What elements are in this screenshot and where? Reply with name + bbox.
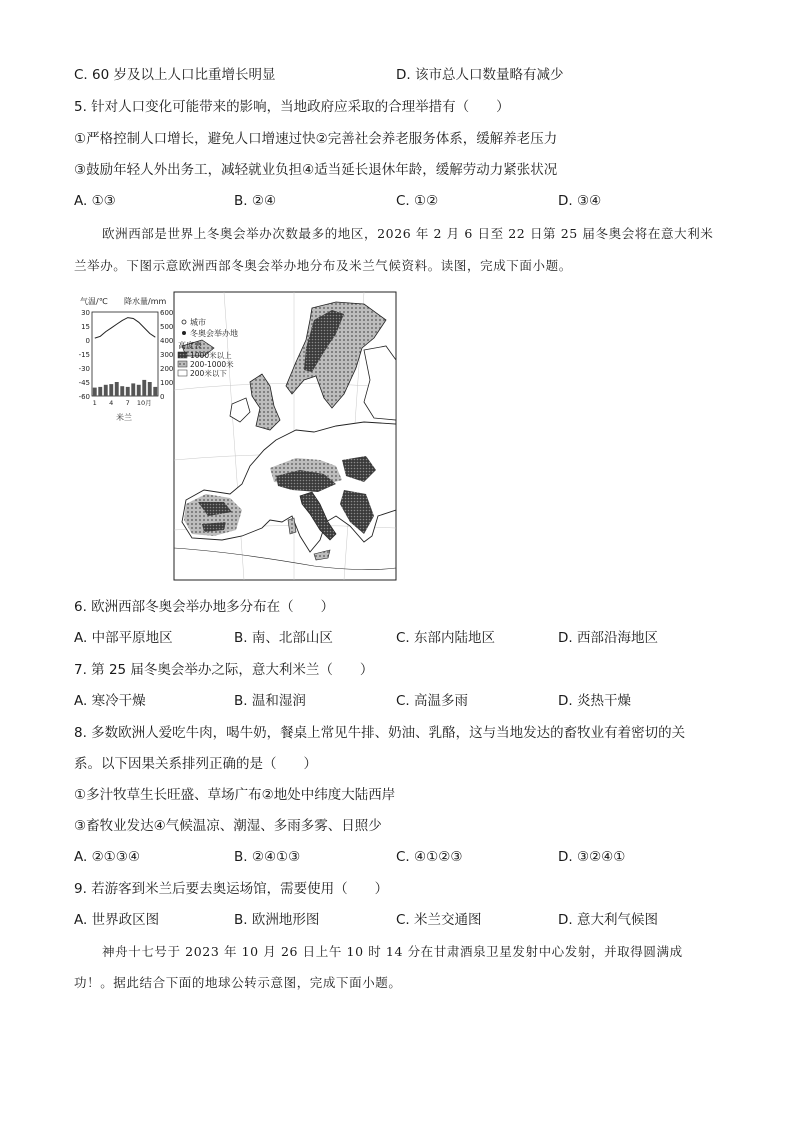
precip-bar <box>148 382 152 396</box>
precip-bar <box>120 386 124 396</box>
q6-option-b: B. 南、北部山区 <box>234 630 333 646</box>
q5-statement-line2: ③鼓励年轻人外出务工，减轻就业负担④适当延长退休年龄，缓解劳动力紧张状况 <box>74 162 558 178</box>
climate-city-label: 米兰 <box>116 413 132 422</box>
legend-mid-swatch <box>178 361 187 367</box>
q5-option-c: C. ①② <box>396 193 439 209</box>
legend-low: 200米以下 <box>190 369 227 378</box>
temp-tick-label: -30 <box>78 365 90 373</box>
q9-option-d: D. 意大利气候图 <box>558 912 658 928</box>
q6-option-a: A. 中部平原地区 <box>74 630 173 646</box>
month-tick-label: 7 <box>125 399 130 407</box>
q8-option-b: B. ②④①③ <box>234 849 301 865</box>
q5-stem: 5. 针对人口变化可能带来的影响，当地政府应采取的合理举措有（ ） <box>74 99 510 115</box>
q9-option-c: C. 米兰交通图 <box>396 912 482 928</box>
finland-land <box>364 346 396 420</box>
precip-bar <box>126 387 130 396</box>
month-tick-label: 4 <box>109 399 114 407</box>
q7-options <box>74 692 734 710</box>
precip-bar <box>93 388 97 396</box>
month-tick-label: 10月 <box>136 399 152 407</box>
legend-high-swatch <box>178 352 187 358</box>
passage2-line2: 功！。据此结合下面的地球公转示意图，完成下面小题。 <box>74 975 402 990</box>
legend-mid: 200-1000米 <box>190 360 234 369</box>
temp-tick-label: -45 <box>78 379 90 387</box>
precip-tick-label: 300 <box>160 351 174 359</box>
q4-option-c: C. 60 岁及以上人口比重增长明显 <box>74 67 276 83</box>
temp-tick-label: 15 <box>81 323 90 331</box>
q8-options <box>74 848 734 866</box>
temp-tick-label: -60 <box>78 393 90 401</box>
precip-bar <box>115 382 119 396</box>
legend-olympic: 冬奥会举办地 <box>190 329 238 338</box>
q7-stem: 7. 第 25 届冬奥会举办之际，意大利米兰（ ） <box>74 662 374 678</box>
precip-tick-label: 600 <box>160 309 174 317</box>
q6-option-c: C. 东部内陆地区 <box>396 630 496 646</box>
q7-option-d: D. 炎热干燥 <box>558 693 631 709</box>
precip-tick-label: 400 <box>160 337 174 345</box>
q7-option-a: A. 寒冷干燥 <box>74 693 146 709</box>
temp-axis-label: 气温/℃ <box>80 297 108 306</box>
precip-bar <box>137 385 141 396</box>
precip-tick-label: 0 <box>160 393 165 401</box>
legend-elevation-title: 高度表 <box>178 341 202 350</box>
legend-high: 1000米以上 <box>190 351 232 360</box>
q5-option-d: D. ③④ <box>558 193 602 209</box>
q6-options <box>74 629 734 647</box>
q6-option-d: D. 西部沿海地区 <box>558 630 658 646</box>
q6-stem: 6. 欧洲西部冬奥会举办地多分布在（ ） <box>74 599 335 615</box>
q8-statement-line1: ①多汁牧草生长旺盛、草场广布②地处中纬度大陆西岸 <box>74 787 396 803</box>
q5-option-b: B. ②④ <box>234 193 277 209</box>
q8-option-c: C. ④①②③ <box>396 849 463 865</box>
temp-tick-label: 0 <box>85 337 90 345</box>
precip-bar <box>142 380 146 396</box>
q8-option-d: D. ③②④① <box>558 849 626 865</box>
precip-tick-label: 500 <box>160 323 174 331</box>
precip-ticks <box>160 309 173 401</box>
precip-tick-label: 100 <box>160 379 174 387</box>
precip-bar <box>153 387 157 396</box>
precip-bar <box>109 384 113 396</box>
precip-bar <box>104 385 108 396</box>
passage2-line1: 神舟十七号于 2023 年 10 月 26 日上午 10 时 14 分在甘肃酒泉卫星发射中心发射，并取得圆满成 <box>102 944 683 959</box>
precip-bar <box>131 383 135 396</box>
q7-option-c: C. 高温多雨 <box>396 693 469 709</box>
passage1-line2: 兰举办。下图示意欧洲西部冬奥会举办地分布及米兰气候资料。读图，完成下面小题。 <box>74 258 572 273</box>
precip-axis-label: 降水量/mm <box>124 297 167 306</box>
q7-option-b: B. 温和湿润 <box>234 693 306 709</box>
europe-map <box>174 292 396 580</box>
q9-option-a: A. 世界政区图 <box>74 912 160 928</box>
temp-tick-label: 30 <box>81 309 90 317</box>
climate-chart <box>79 296 174 422</box>
q4-option-d: D. 该市总人口数量略有减少 <box>396 67 564 83</box>
month-ticks <box>93 399 152 407</box>
q4-option-d-wrap <box>396 66 563 84</box>
month-tick-label: 1 <box>92 399 97 407</box>
q8-option-a: A. ②①③④ <box>74 849 140 865</box>
olympic-symbol <box>182 331 186 335</box>
q9-options <box>74 911 734 929</box>
temp-ticks <box>79 309 90 401</box>
q9-stem: 9. 若游客到米兰后要去奥运场馆，需要使用（ ） <box>74 881 389 897</box>
europe-figure <box>74 290 400 582</box>
q4-options-row <box>74 66 275 84</box>
precip-tick-label: 200 <box>160 365 174 373</box>
legend-city: 城市 <box>190 318 206 327</box>
q5-options <box>74 192 734 210</box>
temp-tick-label: -15 <box>78 351 90 359</box>
q8-stem-line2: 系。以下因果关系排列正确的是（ ） <box>74 756 317 772</box>
legend-low-swatch <box>178 370 187 376</box>
q5-statement-line1: ①严格控制人口增长，避免人口增速过快②完善社会养老服务体系，缓解养老压力 <box>74 131 558 147</box>
q9-option-b: B. 欧洲地形图 <box>234 912 320 928</box>
passage1-line1: 欧洲西部是世界上冬奥会举办次数最多的地区，2026 年 2 月 6 日至 22 日第 25 届冬奥会将在意大利米 <box>102 226 714 241</box>
figure-svg <box>74 290 400 582</box>
q8-stem-line1: 8. 多数欧洲人爱吃牛肉，喝牛奶，餐桌上常见牛排、奶油、乳酪，这与当地发达的畜牧业有着密切的关 <box>74 725 686 741</box>
precip-bar <box>98 387 102 396</box>
q5-option-a: A. ①③ <box>74 193 116 209</box>
q8-statement-line2: ③畜牧业发达④气候温凉、潮湿、多雨多雾、日照少 <box>74 818 382 834</box>
